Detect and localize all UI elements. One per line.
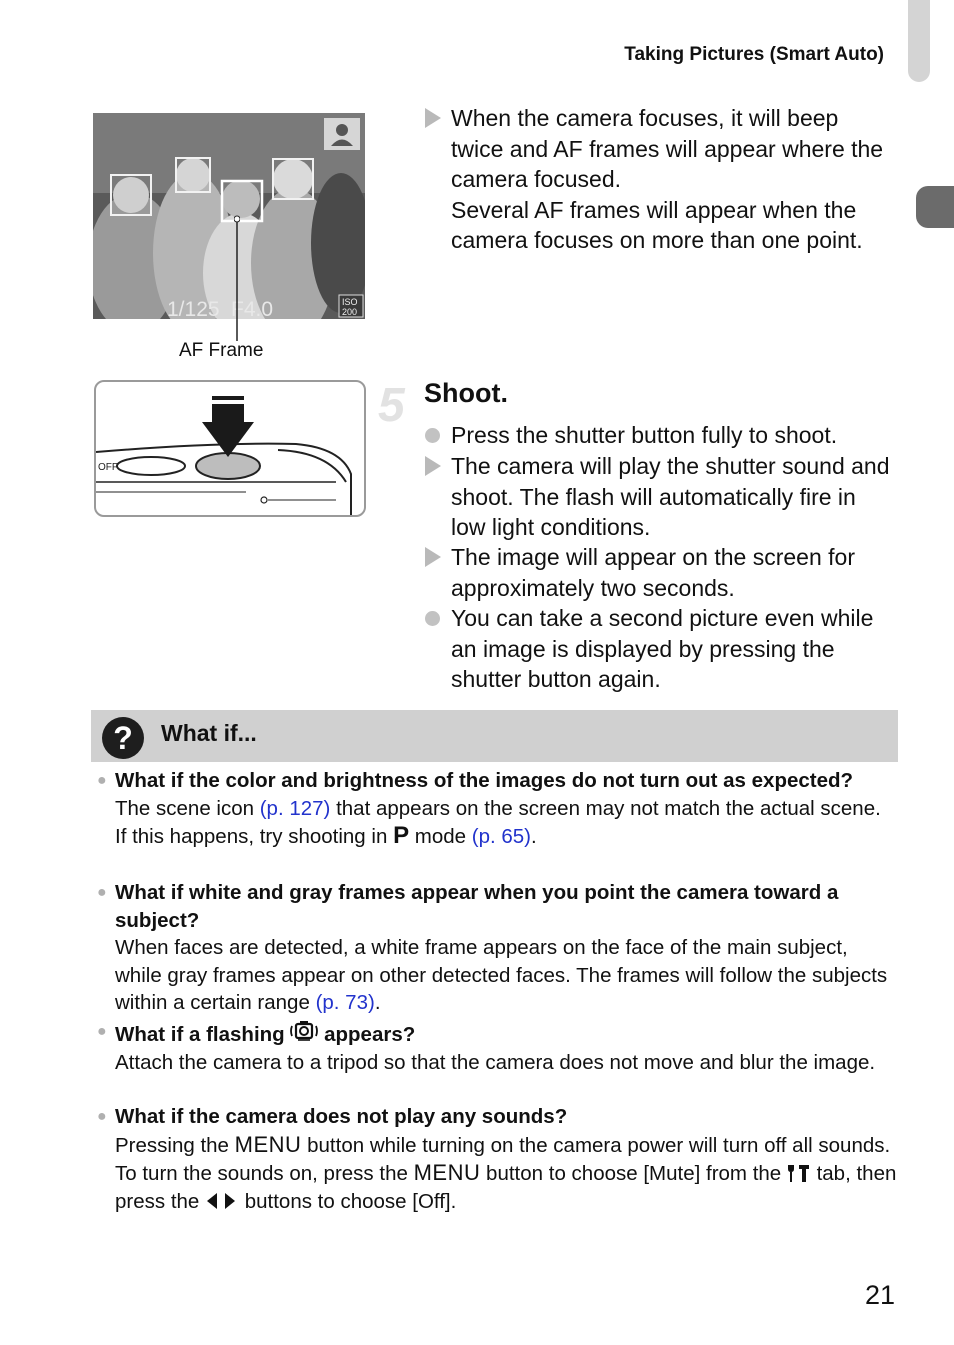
step-number: 5 — [378, 379, 405, 432]
faq-answer: Pressing the MENU button while turning on the camera power will turn off all sounds. To turn the sounds on, press the MENU button to choose [Mute] from the tab, then press the buttons to choose [Off]. — [115, 1131, 897, 1213]
faq-item — [97, 767, 897, 851]
program-mode-icon: P — [393, 822, 410, 849]
faq-answer: The scene icon (p. 127) that appears on the screen may not match the actual scene. If this happens, try shooting in P mode (p. 65). — [115, 796, 881, 849]
running-header: Taking Pictures (Smart Auto) — [624, 44, 884, 65]
triangle-marker-icon — [425, 542, 445, 575]
faq-question: What if the color and brightness of the images do not turn out as expected? — [115, 769, 854, 792]
focus-note: When the camera focuses, it will beep twice and AF frames will appear where the camera focused. Several AF frames will appear when the camera focuses on more than one point. — [425, 103, 905, 256]
triangle-marker-icon — [425, 103, 445, 136]
faq-question: What if white and gray frames appear when you point the camera toward a subject? — [115, 881, 839, 932]
menu-button-glyph: MENU — [413, 1160, 481, 1185]
left-right-arrows-icon — [205, 1191, 239, 1211]
faq-answer: Attach the camera to a tripod so that the camera does not move and blur the image. — [115, 1050, 876, 1074]
shoot-item: The image will appear on the screen for approximately two seconds. — [425, 542, 905, 603]
shutter-button-illustration — [94, 380, 366, 517]
camera-shake-icon — [290, 1018, 318, 1044]
menu-button-glyph: MENU — [234, 1131, 302, 1157]
page-link[interactable]: (p. 73) — [315, 991, 375, 1014]
off-label: OFF — [98, 462, 118, 473]
faq-answer: When faces are detected, a white frame appears on the face of the main subject, while gray frames appear on other detected faces. The frames will follow the subjects within a certain range (p. 73). — [115, 936, 888, 1014]
bullet-icon: ● — [97, 1108, 107, 1125]
bullet-icon: ● — [97, 884, 107, 901]
shoot-item: The camera will play the shutter sound and shoot. The flash will automatically fire in low light conditions. — [425, 451, 905, 543]
faq-question: What if a flashing appears? — [97, 1018, 897, 1049]
triangle-marker-icon — [425, 451, 445, 484]
af-frame-callout-line — [234, 213, 240, 341]
dot-marker-icon — [425, 420, 445, 451]
faq-question: What if the camera does not play any sounds? — [115, 1105, 568, 1128]
shoot-item: You can take a second picture even while an image is displayed by pressing the shutter button again. — [425, 603, 905, 695]
faq-item — [97, 879, 897, 1017]
af-frame-photo — [93, 113, 365, 319]
iso-value: 200 — [342, 307, 358, 317]
side-thumb-bar — [908, 0, 930, 82]
iso-label: ISO — [342, 297, 358, 307]
bullet-icon: ● — [97, 1023, 107, 1040]
tools-tab-icon — [787, 1163, 811, 1183]
what-if-label: What if... — [161, 720, 257, 746]
dot-marker-icon — [425, 603, 445, 634]
question-icon: ? — [102, 717, 144, 759]
faq-item — [97, 1103, 897, 1215]
faq-item — [97, 1018, 897, 1076]
aperture-readout: F4.0 — [231, 298, 274, 319]
bullet-icon: ● — [97, 772, 107, 789]
page-number: 21 — [865, 1280, 896, 1310]
chapter-tab — [916, 186, 954, 228]
page-link[interactable]: (p. 65) — [471, 825, 531, 848]
af-frame-label: AF Frame — [179, 340, 264, 361]
shoot-item: Press the shutter button fully to shoot. — [425, 420, 905, 451]
shutter-speed-readout: 1/125 — [167, 298, 220, 319]
page-link[interactable]: (p. 127) — [259, 796, 331, 820]
step-title: Shoot. — [424, 378, 508, 408]
